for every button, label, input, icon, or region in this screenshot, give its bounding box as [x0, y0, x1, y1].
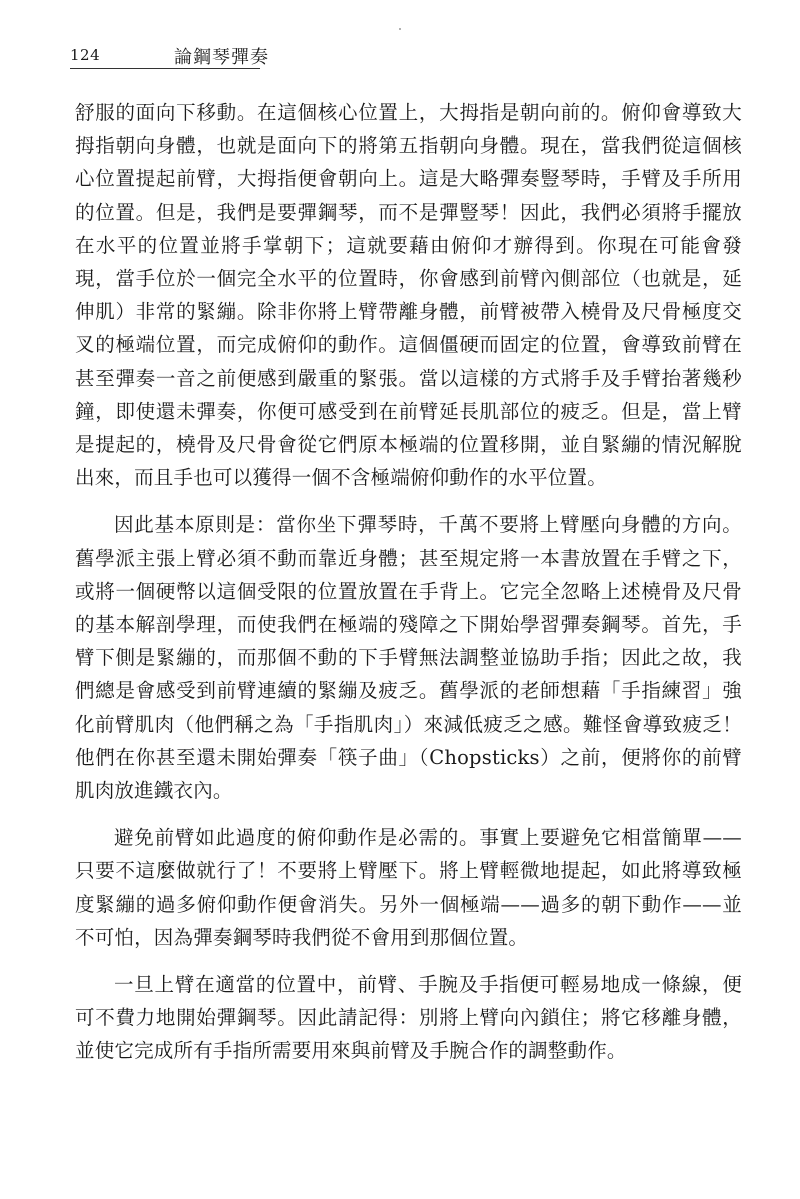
page-number: 124	[70, 46, 101, 64]
scan-speck	[399, 28, 401, 30]
header-rule	[70, 68, 260, 69]
paragraph-1: 舒服的面向下移動。在這個核心位置上，大拇指是朝向前的。俯仰會導致大拇指朝向身體，也就是面向下的將第五指朝向身體。現在，當我們從這個核心位置提起前臂，大拇指便會朝向上。這是大略彈奏豎琴時，手臂及手所用的位置。但是，我們是要彈鋼琴，而不是彈豎琴！因此，我們必須將手擺放在水平的位置並將手掌朝下；這就要藉由俯仰才辦得到。你現在可能會發現，當手位於一個完全水平的位置時，你會感到前臂內側部位（也就是，延伸肌）非常的緊繃。除非你將上臂帶離身體，前臂被帶入橈骨及尺骨極度交叉的極端位置，而完成俯仰的動作。這個僵硬而固定的位置，會導致前臂在甚至彈奏一音之前便感到嚴重的緊張。當以這樣的方式將手及手臂抬著幾秒鐘，即使還未彈奏，你便可感受到在前臂延長肌部位的疲乏。但是，當上臂是提起的，橈骨及尺骨會從它們原本極端的位置移開，並自緊繃的情況解脫出來，而且手也可以獲得一個不含極端俯仰動作的水平位置。	[75, 101, 742, 490]
paragraph-2: 因此基本原則是：當你坐下彈琴時，千萬不要將上臂壓向身體的方向。舊學派主張上臂必須不動而靠近身體；甚至規定將一本書放置在手臂之下，或將一個硬幣以這個受限的位置放置在手背上。它完全忽略上述橈骨及尺骨的基本解剖學理，而使我們在極端的殘障之下開始學習彈奏鋼琴。首先，手臂下側是緊繃的，而那個不動的下手臂無法調整並協助手指；因此之故，我們總是會感受到前臂連續的緊繃及疲乏。舊學派的老師想藉「手指練習」強化前臂肌肉（他們稱之為「手指肌肉」）來減低疲乏之感。難怪會導致疲乏！他們在你甚至還未開始彈奏「筷子曲」（Chopsticks）之前，便將你的前臂肌肉放進鐵衣內。	[75, 513, 742, 803]
paragraph-3: 避免前臂如此過度的俯仰動作是必需的。事實上要避免它相當簡單——只要不這麼做就行了！不要將上臂壓下。將上臂輕微地提起，如此將導致極度緊繃的過多俯仰動作便會消失。另外一個極端——過多的朝下動作——並不可怕，因為彈奏鋼琴時我們從不會用到那個位置。	[75, 826, 742, 949]
page-header	[70, 46, 740, 72]
body-text	[75, 96, 742, 1082]
running-title: 論鋼琴彈奏	[174, 47, 269, 68]
paragraph-4: 一旦上臂在適當的位置中，前臂、手腕及手指便可輕易地成一條線，便可不費力地開始彈鋼琴。因此請記得：別將上臂向內鎖住；將它移離身體，並使它完成所有手指所需要用來與前臂及手腕合作的調整動作。	[75, 973, 742, 1063]
